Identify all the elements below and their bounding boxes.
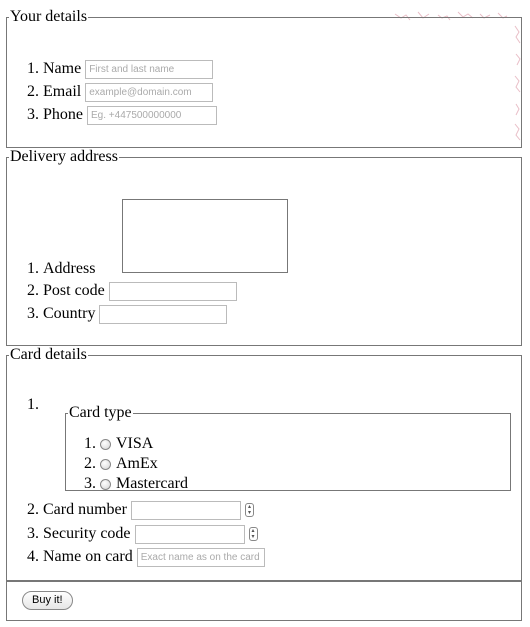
radio-icon[interactable] (100, 439, 111, 450)
name-label: Name (43, 60, 82, 77)
list-number: 2. (27, 501, 39, 518)
security-code-row (21, 524, 258, 544)
list-number: 3. (27, 525, 39, 542)
list-number: 4. (27, 548, 39, 565)
radio-option-mastercard[interactable] (78, 474, 188, 494)
address-textarea[interactable] (122, 199, 288, 273)
number-stepper-icon[interactable]: ▴ ▾ (245, 503, 254, 517)
card-type-fieldset (65, 404, 511, 491)
list-number: 3. (27, 305, 39, 322)
security-code-input[interactable] (135, 525, 245, 544)
post-code-input[interactable] (109, 282, 237, 301)
email-label: Email (43, 83, 82, 100)
email-row (21, 82, 213, 102)
country-row (21, 304, 227, 324)
name-row (21, 59, 213, 79)
amex-label: AmEx (116, 455, 158, 472)
list-number: 1. (27, 396, 39, 413)
radio-icon[interactable] (100, 459, 111, 470)
address-row (21, 259, 99, 279)
your-details-fieldset (6, 8, 522, 148)
card-type-row (21, 395, 43, 415)
list-number: 2. (27, 83, 39, 100)
address-label: Address (43, 260, 96, 277)
list-number: 2. (84, 455, 96, 472)
phone-label: Phone (43, 106, 83, 123)
list-number: 3. (84, 475, 96, 492)
card-details-legend: Card details (10, 346, 87, 363)
submit-fieldset (6, 581, 522, 621)
mastercard-label: Mastercard (116, 475, 188, 492)
card-type-legend: Card type (69, 404, 132, 421)
card-number-input[interactable] (131, 501, 241, 520)
list-number: 1. (27, 260, 39, 277)
list-number: 3. (27, 106, 39, 123)
card-details-fieldset (6, 346, 522, 581)
radio-icon[interactable] (100, 479, 111, 490)
radio-option-amex[interactable] (78, 454, 158, 474)
name-on-card-label: Name on card (43, 548, 133, 565)
list-number: 2. (27, 282, 39, 299)
phone-input[interactable] (87, 106, 217, 125)
country-label: Country (43, 305, 96, 322)
name-on-card-input[interactable] (137, 548, 265, 567)
name-input[interactable] (85, 60, 213, 79)
phone-row (21, 105, 217, 125)
card-number-row (21, 500, 254, 520)
country-input[interactable] (99, 305, 227, 324)
card-number-label: Card number (43, 501, 127, 518)
list-number: 1. (84, 435, 96, 452)
post-code-row (21, 281, 237, 301)
delivery-address-fieldset (6, 148, 522, 346)
buy-it-button[interactable]: Buy it! (22, 591, 73, 610)
email-input[interactable] (85, 83, 213, 102)
delivery-address-legend: Delivery address (10, 148, 118, 165)
number-stepper-icon[interactable]: ▴ ▾ (249, 527, 258, 541)
security-code-label: Security code (43, 525, 131, 542)
post-code-label: Post code (43, 282, 105, 299)
list-number: 1. (27, 60, 39, 77)
radio-option-visa[interactable] (78, 434, 153, 454)
name-on-card-row (21, 547, 265, 567)
visa-label: VISA (116, 435, 154, 452)
your-details-legend: Your details (10, 8, 88, 25)
